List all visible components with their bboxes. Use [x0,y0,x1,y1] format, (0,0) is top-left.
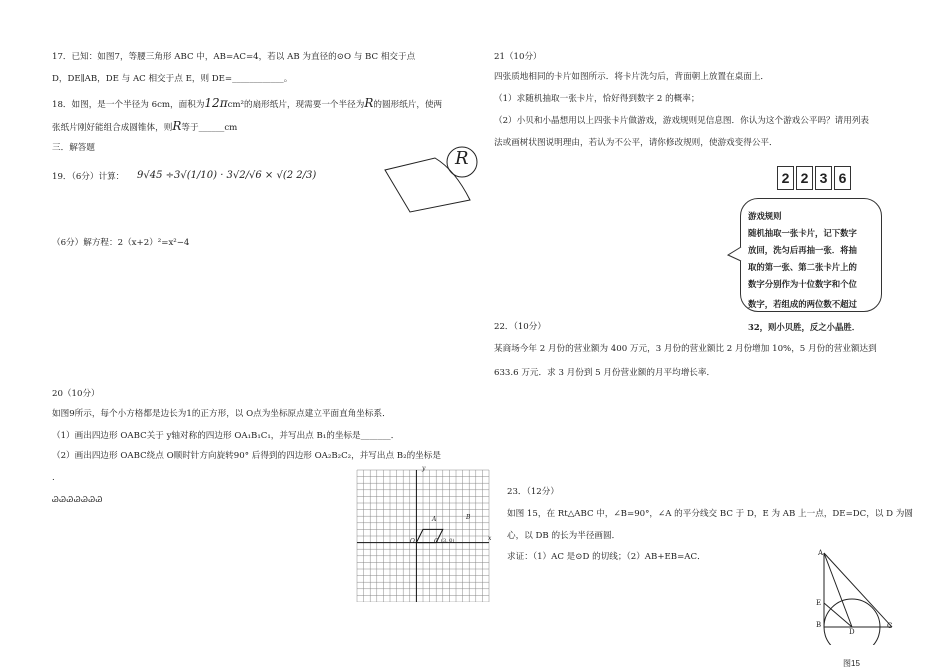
grid-x-label: x [488,535,492,542]
q19-label: 19．（6分）计算： [52,172,125,182]
section-title: 三．解答题 [52,143,95,153]
q23-line3: 求证：（1）AC 是⊙D 的切线；（2）AB+EB=AC． [507,552,706,562]
q23-line1: 如图 15，在 Rt△ABC 中，∠B=90°，∠A 的平分线交 BC 于 D，E 为 AB 上一点，DE=DC，以 D 为圆 [507,509,913,519]
q20-head: 20（10分） [52,389,100,399]
q21-part2b: 法或画树状图说明理由，若认为不公平，请你修改规则，使游戏变得公平． [494,138,778,148]
q17-line2 [52,74,292,85]
card-2: 2 [796,166,813,190]
sector-R-label: R [455,148,469,169]
q17-blank: ____________ [232,74,284,84]
q18-c: 的圆形纸片，使两 [373,100,443,110]
q20-dot: . [52,473,55,483]
fig-D-label: D [849,628,855,636]
q21-intro: 四张质地相同的卡片如图所示．将卡片洗匀后，背面朝上放置在桌面上． [494,72,770,82]
q23-head: 23．（12分） [507,487,559,497]
grid-y-label: y [422,465,426,472]
q18-line2b: 等于______cm [181,123,238,133]
q21-part2a: （2）小贝和小晶想用以上四张卡片做游戏，游戏规则见信息图．你认为这个游戏公平吗？请用列表 [494,116,870,126]
q20-part2: （2）画出四边形 OABC绕点 O顺时针方向旋转90° 后得到的四边形 OA₂B₂C₂，并写出点 B₂的坐标是 [52,451,441,461]
sector-figure [380,140,500,225]
fig-B-label: B [816,621,822,629]
fig-C-label: C [887,622,893,630]
q18-R: R [364,96,374,110]
q18-b: cm²的扇形纸片，现需要一个半径为 [227,100,365,110]
grid-O-label: O [410,538,415,545]
fig-E-label: E [816,599,822,607]
q21-part1: （1）求随机抽取一张卡片，恰好得到数字 2 的概率； [494,94,700,104]
q18-pi: 12π [204,96,228,110]
q17-line1: 17．已知：如图7，等腰三角形 ABC 中，AB=AC=4，若以 AB 为直径的⊙O 与 BC 相交于点 [52,52,416,62]
rule-line-6: 数字，若组成的两位数不超过 [748,299,857,309]
fig-A-label: A [818,549,824,557]
grid-C-coord: (3, 0) [441,538,455,544]
rule-line-5: 数字分别作为十位数字和个位 [748,279,857,289]
fig-15-caption: 图15 [843,659,860,668]
q20-part1: （1）画出四边形 OABC关于 y轴对称的四边形 OA₁B₁C₁，并写出点 B₁的坐标是_______． [52,431,400,441]
q23-line2: 心，以 DB 的长为半径画圆． [507,531,621,541]
card-4: 6 [834,166,851,190]
q18-line2 [52,121,237,134]
rule-line-3: 放回，洗匀后再抽一张．将抽 [748,245,857,255]
q21-head: 21（10分） [494,52,542,62]
q18-line1 [52,98,442,111]
card-3: 3 [815,166,832,190]
q22-head: 22．（10分） [494,322,546,332]
card-1: 2 [777,166,794,190]
q19-expression: 9√45 ÷3√(1/10) · 3√2/√6 × √(2 2/3) [137,170,317,181]
q18-line2a: 张纸片刚好能组合成圆锥体，则 [52,123,173,133]
rule-line-4: 取的第一张、第二张卡片上的 [748,262,857,272]
grid-B-label: B [466,514,471,521]
q20-intro: 如图9所示，每个小方格都是边长为1的正方形，以 O点为坐标原点建立平面直角坐标系． [52,409,391,419]
q22-line2: 633.6 万元．求 3 月份到 5 月份营业额的月平均增长率． [494,368,716,378]
q19b-equation: （6分）解方程：2（x+2）²=x²−4 [52,238,190,248]
scribble-mark: Ꮚ Ꮚ Ꮚ Ꮚ Ꮚ Ꮚ Ꮚ [52,495,102,504]
callout-tail [726,245,746,265]
rule-line-7: 32，则小贝胜，反之小晶胜． [748,322,861,332]
q18-R2: R [172,119,182,133]
rule-line-1: 游戏规则 [748,211,782,221]
figure-15-triangle [812,545,898,645]
q18-a: 18．如图，是一个半径为 6cm，面积为 [52,100,205,110]
q22-line1: 某商场今年 2 月份的营业额为 400 万元，3 月份的营业额比 2 月份增加 10%，5 月份的营业额达到 [494,344,877,354]
coordinate-grid [355,468,493,602]
grid-C-label: C [434,538,439,545]
q17-text: D，DE∥AB，DE 与 AC 相交于点 E，则 DE= [52,74,233,84]
q17-end: 。 [283,74,293,84]
rule-line-2: 随机抽取一张卡片，记下数字 [748,228,857,238]
grid-A-label: A [432,516,437,523]
